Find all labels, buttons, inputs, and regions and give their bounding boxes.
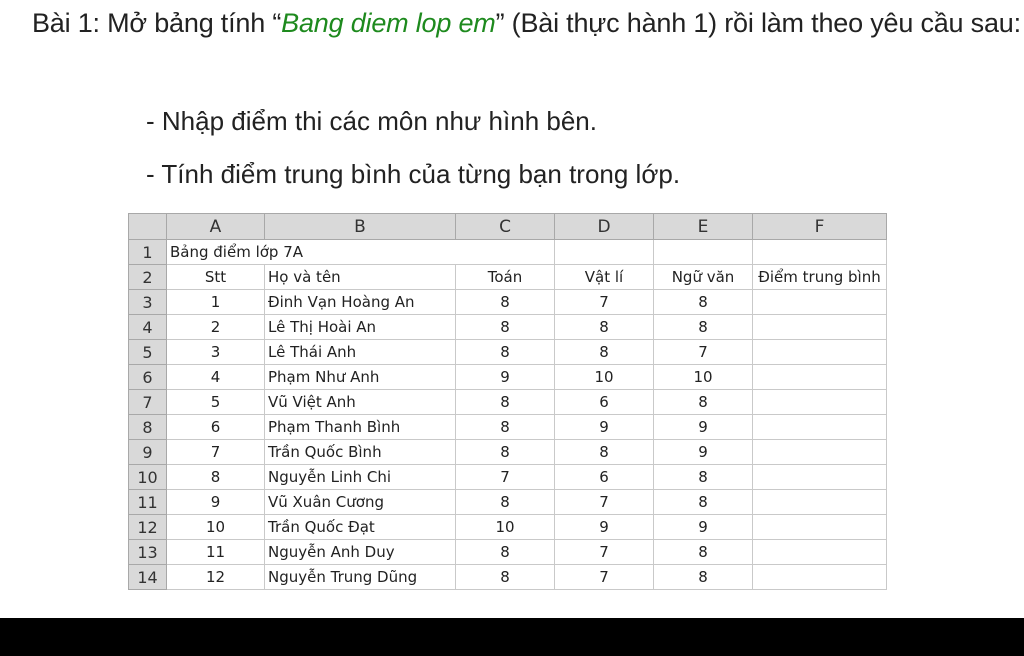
row-header[interactable]: 12	[129, 515, 167, 540]
sheet-row	[129, 240, 887, 265]
table-row	[129, 315, 887, 340]
cell-average[interactable]	[753, 565, 887, 590]
sheet-title-cell[interactable]: Bảng điểm lớp 7A	[167, 240, 456, 265]
cell-physics[interactable]: 7	[555, 540, 654, 565]
table-row	[129, 465, 887, 490]
table-row	[129, 290, 887, 315]
cell-math[interactable]: 8	[456, 540, 555, 565]
table-row	[129, 540, 887, 565]
cell-average[interactable]	[753, 390, 887, 415]
table-row	[129, 340, 887, 365]
cell-literature[interactable]: 10	[654, 365, 753, 390]
cell-stt[interactable]: 8	[167, 465, 265, 490]
row-header[interactable]: 14	[129, 565, 167, 590]
cell-physics[interactable]: 7	[555, 490, 654, 515]
column-header-c[interactable]: C	[456, 214, 555, 240]
cell-name[interactable]: Lê Thị Hoài An	[265, 315, 456, 340]
cell-name[interactable]: Nguyễn Linh Chi	[265, 465, 456, 490]
cell-literature[interactable]: 9	[654, 415, 753, 440]
header-physics[interactable]: Vật lí	[555, 265, 654, 290]
row-header[interactable]: 10	[129, 465, 167, 490]
cell-name[interactable]: Vũ Xuân Cương	[265, 490, 456, 515]
cell-math[interactable]: 7	[456, 465, 555, 490]
cell-math[interactable]: 8	[456, 490, 555, 515]
cell-stt[interactable]: 5	[167, 390, 265, 415]
cell-literature[interactable]: 8	[654, 565, 753, 590]
cell-physics[interactable]: 7	[555, 565, 654, 590]
cell-average[interactable]	[753, 365, 887, 390]
header-literature[interactable]: Ngữ văn	[654, 265, 753, 290]
cell-literature[interactable]: 8	[654, 540, 753, 565]
cell-physics[interactable]: 7	[555, 290, 654, 315]
row-header[interactable]: 13	[129, 540, 167, 565]
cell-stt[interactable]: 1	[167, 290, 265, 315]
spreadsheet	[128, 213, 887, 590]
cell-literature[interactable]: 9	[654, 440, 753, 465]
cell-average[interactable]	[753, 440, 887, 465]
header-stt[interactable]: Stt	[167, 265, 265, 290]
cell[interactable]	[753, 240, 887, 265]
cell-name[interactable]: Lê Thái Anh	[265, 340, 456, 365]
row-header[interactable]: 5	[129, 340, 167, 365]
cell-physics[interactable]: 6	[555, 390, 654, 415]
cell-math[interactable]: 8	[456, 390, 555, 415]
column-header-a[interactable]: A	[167, 214, 265, 240]
cell-stt[interactable]: 11	[167, 540, 265, 565]
exercise-heading	[32, 6, 1022, 40]
table-row	[129, 515, 887, 540]
row-header[interactable]: 2	[129, 265, 167, 290]
column-header-b[interactable]: B	[265, 214, 456, 240]
instruction-enter-scores: - Nhập điểm thi các môn như hình bên.	[146, 106, 597, 136]
cell-stt[interactable]: 4	[167, 365, 265, 390]
cell-math[interactable]: 8	[456, 415, 555, 440]
cell-name[interactable]: Vũ Việt Anh	[265, 390, 456, 415]
cell-stt[interactable]: 6	[167, 415, 265, 440]
cell-math[interactable]: 8	[456, 315, 555, 340]
cell-average[interactable]	[753, 465, 887, 490]
cell-literature[interactable]: 7	[654, 340, 753, 365]
column-header-row	[129, 214, 887, 240]
header-math[interactable]: Toán	[456, 265, 555, 290]
column-header-d[interactable]: D	[555, 214, 654, 240]
heading-suffix: ” (Bài thực hành 1) rồi làm theo yêu cầu sau:	[495, 8, 1021, 38]
table-row	[129, 415, 887, 440]
row-header[interactable]: 7	[129, 390, 167, 415]
cell-stt[interactable]: 2	[167, 315, 265, 340]
cell-literature[interactable]: 8	[654, 390, 753, 415]
header-name[interactable]: Họ và tên	[265, 265, 456, 290]
row-header[interactable]: 8	[129, 415, 167, 440]
cell-physics[interactable]: 8	[555, 440, 654, 465]
cell-stt[interactable]: 7	[167, 440, 265, 465]
cell-average[interactable]	[753, 340, 887, 365]
column-header-e[interactable]: E	[654, 214, 753, 240]
row-header[interactable]: 11	[129, 490, 167, 515]
cell-physics[interactable]: 8	[555, 315, 654, 340]
row-header[interactable]: 9	[129, 440, 167, 465]
cell-name[interactable]: Trần Quốc Bình	[265, 440, 456, 465]
cell-name[interactable]: Nguyễn Anh Duy	[265, 540, 456, 565]
cell-stt[interactable]: 12	[167, 565, 265, 590]
cell-physics[interactable]: 6	[555, 465, 654, 490]
column-header-f[interactable]: F	[753, 214, 887, 240]
row-header[interactable]: 4	[129, 315, 167, 340]
cell-average[interactable]	[753, 515, 887, 540]
cell-name[interactable]: Phạm Như Anh	[265, 365, 456, 390]
cell-stt[interactable]: 10	[167, 515, 265, 540]
cell-average[interactable]	[753, 540, 887, 565]
cell-math[interactable]: 8	[456, 440, 555, 465]
cell-physics[interactable]: 8	[555, 340, 654, 365]
table-row	[129, 365, 887, 390]
cell-literature[interactable]: 8	[654, 315, 753, 340]
table-row	[129, 390, 887, 415]
cell-average[interactable]	[753, 490, 887, 515]
heading-filename: Bang diem lop em	[281, 8, 496, 38]
instruction-compute-average: - Tính điểm trung bình của từng bạn trong lớp.	[146, 159, 681, 189]
cell-literature[interactable]: 8	[654, 465, 753, 490]
cell-physics[interactable]: 9	[555, 415, 654, 440]
cell-math[interactable]: 10	[456, 515, 555, 540]
cell-stt[interactable]: 3	[167, 340, 265, 365]
sheet-header-row	[129, 265, 887, 290]
cell-name[interactable]: Nguyễn Trung Dũng	[265, 565, 456, 590]
cell-literature[interactable]: 9	[654, 515, 753, 540]
cell-physics[interactable]: 9	[555, 515, 654, 540]
cell-literature[interactable]: 8	[654, 490, 753, 515]
cell-math[interactable]: 8	[456, 290, 555, 315]
row-header[interactable]: 3	[129, 290, 167, 315]
cell-name[interactable]: Phạm Thanh Bình	[265, 415, 456, 440]
select-all-corner[interactable]	[129, 214, 167, 240]
cell-name[interactable]: Trần Quốc Đạt	[265, 515, 456, 540]
cell-average[interactable]	[753, 315, 887, 340]
cell[interactable]	[555, 240, 654, 265]
cell-average[interactable]	[753, 290, 887, 315]
cell-stt[interactable]: 9	[167, 490, 265, 515]
cell-math[interactable]: 9	[456, 365, 555, 390]
row-header[interactable]: 6	[129, 365, 167, 390]
cell-physics[interactable]: 10	[555, 365, 654, 390]
header-average[interactable]: Điểm trung bình	[753, 265, 887, 290]
table-row	[129, 490, 887, 515]
cell-math[interactable]: 8	[456, 565, 555, 590]
video-letterbox-bar	[0, 618, 1024, 656]
cell-name[interactable]: Đinh Vạn Hoàng An	[265, 290, 456, 315]
row-header[interactable]: 1	[129, 240, 167, 265]
heading-prefix: Bài 1: Mở bảng tính “	[32, 8, 282, 38]
table-row	[129, 565, 887, 590]
table-row	[129, 440, 887, 465]
cell-average[interactable]	[753, 415, 887, 440]
cell-literature[interactable]: 8	[654, 290, 753, 315]
cell[interactable]	[654, 240, 753, 265]
cell[interactable]	[456, 240, 555, 265]
cell-math[interactable]: 8	[456, 340, 555, 365]
